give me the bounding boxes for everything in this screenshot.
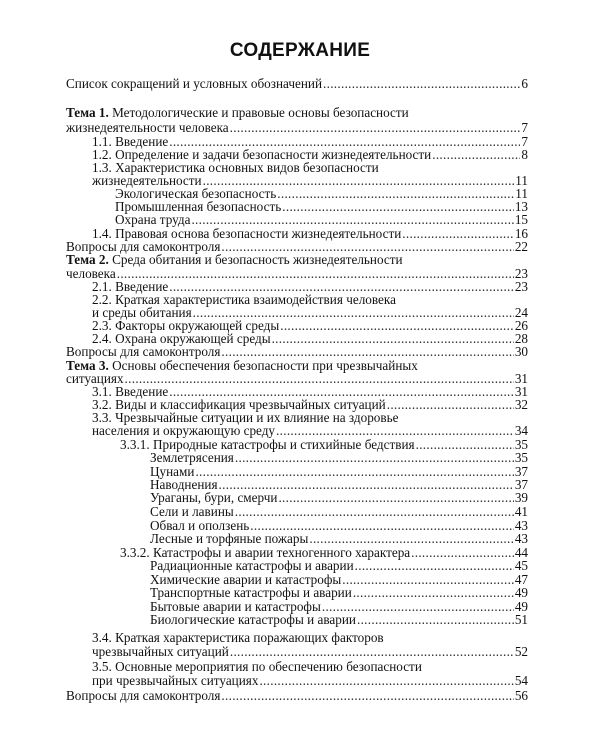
toc-entry: [66, 76, 528, 92]
toc-entry-title: 3.1. Введение: [92, 384, 169, 399]
toc-entry-title: Радиационные катастрофы и аварии: [150, 558, 354, 573]
toc-entry-title: Наводнения: [150, 477, 218, 492]
toc-page-number: 43: [514, 518, 528, 533]
toc-page-number: 49: [514, 599, 528, 614]
toc-page-number: 7: [521, 134, 528, 149]
toc-page-number: 35: [514, 450, 528, 465]
toc-entry-title: Химические аварии и катастрофы: [150, 572, 342, 587]
toc-entry-title: Сели и лавины: [150, 504, 234, 519]
toc-entry-title: человека: [66, 266, 116, 281]
toc-entry-title: 2.1. Введение: [92, 279, 169, 294]
toc-page-number: 49: [514, 585, 528, 600]
toc-leader-dots: [323, 76, 520, 92]
toc-entry-title: 3.4. Краткая характеристика поражающих факторов: [92, 630, 384, 645]
toc-page-number: 16: [514, 226, 528, 241]
toc-entry-title: Тема 3. Основы обеспечения безопасности при чрезвычайных: [66, 358, 418, 373]
toc-leader-dots: [221, 688, 513, 704]
toc-leader-dots: [230, 644, 514, 660]
toc-page-number: 13: [514, 199, 528, 214]
toc-topic-label: Тема 2.: [66, 252, 109, 267]
toc-entry-title: Охрана труда: [115, 212, 191, 227]
toc-entry-title: 2.3. Факторы окружающей среды: [92, 318, 280, 333]
toc-page-number: 54: [514, 673, 528, 688]
toc-page-number: 11: [515, 186, 528, 201]
toc-entry-title: Список сокращений и условных обозначений: [66, 76, 322, 91]
toc-entry-title: Ураганы, бури, смерчи: [150, 490, 278, 505]
toc-page-number: 35: [514, 437, 528, 452]
toc-entry-title: 2.4. Охрана окружающей среды: [92, 331, 271, 346]
toc-page-number: 23: [514, 266, 528, 281]
toc-entry-title: Вопросы для самоконтроля: [66, 344, 221, 359]
toc-entry-title: 2.2. Краткая характеристика взаимодействия человека: [92, 292, 396, 307]
toc-entry: [92, 673, 528, 689]
toc-entry-title: Тема 2. Среда обитания и безопасность жизнедеятельности: [66, 252, 403, 267]
toc-entry: [92, 644, 528, 660]
toc-entry-title: 3.2. Виды и классификация чрезвычайных ситуаций: [92, 397, 386, 412]
toc-entry: [150, 612, 528, 628]
toc-entry-title: Экологическая безопасность: [115, 186, 277, 201]
toc-entry-title: Вопросы для самоконтроля: [66, 239, 221, 254]
toc-page-number: 56: [514, 688, 528, 703]
toc-page-number: 15: [514, 212, 528, 227]
toc-entry-title: ситуациях: [66, 371, 124, 386]
toc-entry: [66, 105, 528, 121]
toc-page-number: 6: [521, 76, 528, 91]
toc-page-number: 43: [514, 531, 528, 546]
toc-entry-title: при чрезвычайных ситуациях: [92, 673, 259, 688]
toc-entry-title: 1.4. Правовая основа безопасности жизнедеятельности: [92, 226, 402, 241]
toc-page-number: 39: [514, 490, 528, 505]
toc-page-number: 52: [514, 644, 528, 659]
toc-entry-title: жизнедеятельности: [92, 173, 202, 188]
toc-page-number: 45: [514, 558, 528, 573]
toc-page-number: 24: [514, 305, 528, 320]
toc-entry-title: населения и окружающую среду: [92, 423, 276, 438]
toc-entry-title: 1.1. Введение: [92, 134, 169, 149]
toc-entry-title: жизнедеятельности человека: [66, 120, 229, 135]
toc-entry-title: Промышленная безопасность: [115, 199, 282, 214]
toc-entry-title: 3.3.2. Катастрофы и аварии техногенного характера: [120, 545, 411, 560]
toc-entry-title: Цунами: [150, 464, 195, 479]
toc-page-number: 41: [514, 504, 528, 519]
toc-entry-title: Транспортные катастрофы и аварии: [150, 585, 352, 600]
toc-page-number: 26: [514, 318, 528, 333]
toc-page-number: 7: [521, 120, 528, 135]
toc-page-number: 8: [521, 147, 528, 162]
toc-entry-title: чрезвычайных ситуаций: [92, 644, 229, 659]
toc-entry-title: 1.3. Характеристика основных видов безопасности: [92, 160, 379, 175]
toc-entry-title: Тема 1. Методологические и правовые основы безопасности: [66, 105, 409, 120]
toc-entry-title: 3.5. Основные мероприятия по обеспечению безопасности: [92, 659, 422, 674]
toc-entry-title: 3.3. Чрезвычайные ситуации и их влияние на здоровье: [92, 410, 399, 425]
toc-entry-title: Биологические катастрофы и аварии: [150, 612, 356, 627]
toc-entry: [66, 688, 528, 704]
toc-page-number: 28: [514, 331, 528, 346]
toc-page-number: 47: [514, 572, 528, 587]
toc-entry-title: Обвал и оползень: [150, 518, 250, 533]
toc-entry-title: Бытовые аварии и катастрофы: [150, 599, 321, 614]
toc-page-number: 30: [514, 344, 528, 359]
toc-entry-title: Лесные и торфяные пожары: [150, 531, 309, 546]
toc-leader-dots: [357, 612, 514, 628]
page-title: СОДЕРЖАНИЕ: [229, 40, 371, 61]
toc-topic-label: Тема 3.: [66, 358, 109, 373]
toc-page-number: 34: [514, 423, 528, 438]
toc-topic-label: Тема 1.: [66, 105, 109, 120]
toc-leader-dots: [259, 673, 513, 689]
toc-page-number: 51: [514, 612, 528, 627]
toc-page-number: 31: [514, 384, 528, 399]
toc-page-number: 44: [514, 545, 528, 560]
toc-entry-title: Вопросы для самоконтроля: [66, 688, 221, 703]
toc-entry-title: Землетрясения: [150, 450, 234, 465]
toc-page-number: 31: [514, 371, 528, 386]
toc-page-number: 32: [514, 397, 528, 412]
toc-entry-title: 1.2. Определение и задачи безопасности жизнедеятельности: [92, 147, 432, 162]
toc-entry-title: 3.3.1. Природные катастрофы и стихийные бедствия: [120, 437, 415, 452]
toc-page-number: 37: [514, 464, 528, 479]
toc-page-number: 37: [514, 477, 528, 492]
toc-page-number: 23: [514, 279, 528, 294]
toc-entry-title: и среды обитания: [92, 305, 192, 320]
toc-page-number: 11: [515, 173, 528, 188]
toc-page-number: 22: [514, 239, 528, 254]
